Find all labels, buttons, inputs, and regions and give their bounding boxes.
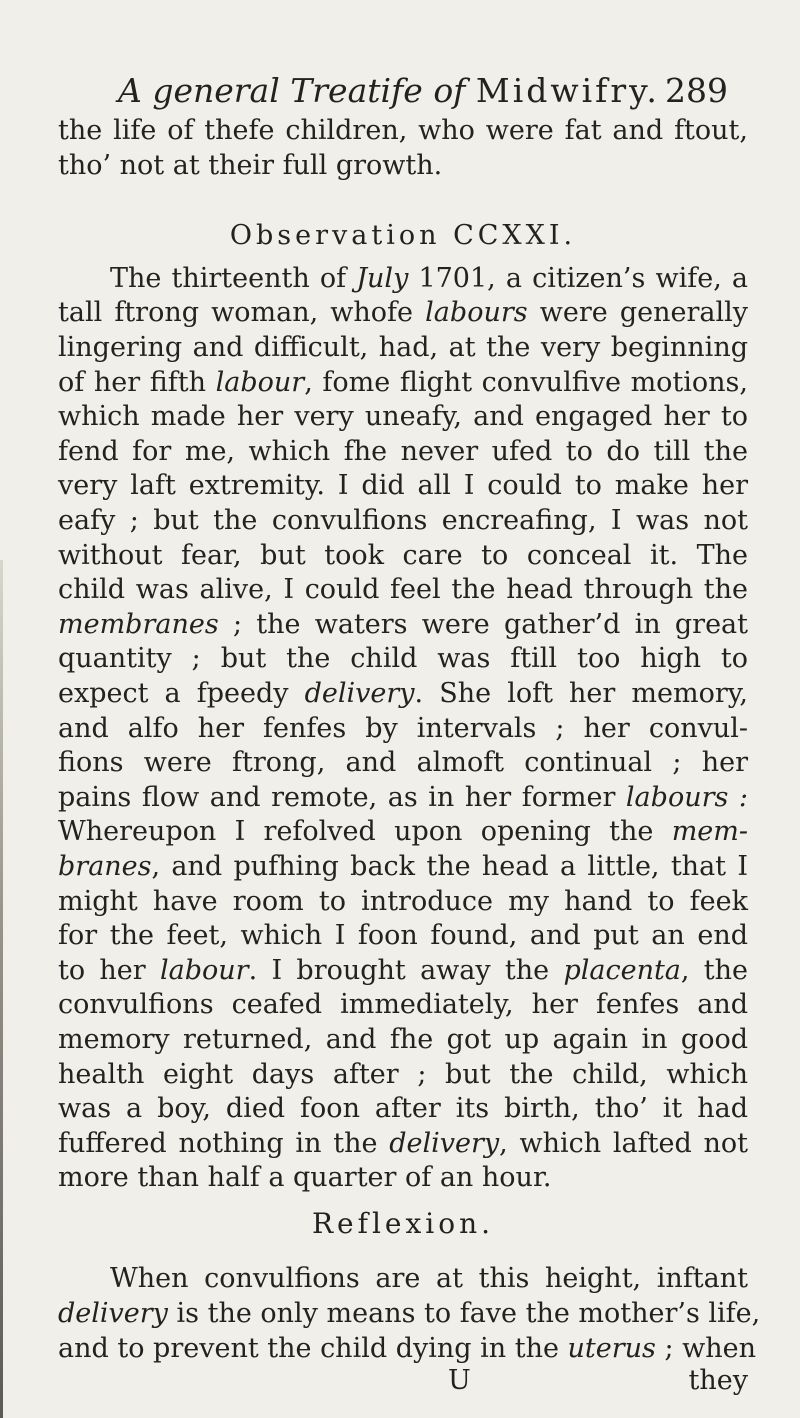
text-line: of her fifth labour, fome flight convulfive motions, xyxy=(58,367,748,398)
text-line: fuffered nothing in the delivery, which lafted not xyxy=(58,1128,748,1159)
text-line: fions were ftrong, and almoft continual ; her xyxy=(58,747,748,778)
text-line: which made her very uneafy, and engaged her to xyxy=(58,401,748,432)
text-line: lingering and difficult, had, at the very beginning xyxy=(58,332,748,363)
observation-heading: Observation CCXXI. xyxy=(229,220,577,251)
text-line: pains flow and remote, as in her former labours : xyxy=(58,782,748,813)
text-line: quantity ; but the child was ftill too high to xyxy=(58,643,748,674)
reflexion-heading: Reflexion. xyxy=(311,1207,495,1240)
text-line: was a boy, died foon after its birth, tho’ it had xyxy=(58,1093,748,1124)
text-line: When convulfions are at this height, inftant xyxy=(110,1263,748,1294)
header-subject: Midwifry. xyxy=(475,71,660,110)
page-footer xyxy=(58,1362,748,1400)
text-line: expect a fpeedy delivery. She loft her memory, xyxy=(58,678,748,709)
text-line: and to prevent the child dying in the uterus ; when xyxy=(58,1333,757,1364)
text-line: branes, and pufhing back the head a little, that I xyxy=(58,851,748,882)
header-of: of xyxy=(433,71,466,110)
page-edge-shadow xyxy=(0,560,3,1418)
header-title: A general Treatife xyxy=(118,71,423,110)
text-line: to her labour. I brought away the placenta, the xyxy=(58,955,749,986)
text-line: memory returned, and fhe got up again in good xyxy=(58,1024,748,1055)
text-line: health eight days after ; but the child, which xyxy=(58,1059,748,1090)
text-line: very laft extremity. I did all I could to make her xyxy=(58,470,748,501)
catchword: they xyxy=(688,1365,748,1396)
signature-mark: U xyxy=(448,1365,471,1396)
text-line: without fear, but took care to conceal it. The xyxy=(58,540,748,571)
text-line: the life of thefe children, who were fat and ftout, xyxy=(58,115,748,146)
text-line: might have room to introduce my hand to feek xyxy=(58,886,748,917)
text-line: The thirteenth of July 1701, a citizen’s wife, a xyxy=(110,263,748,294)
text-line: and alfo her fenfes by intervals ; her convul- xyxy=(58,713,748,744)
text-line: tall ftrong woman, whofe labours were generally xyxy=(58,297,748,328)
text-line: membranes ; the waters were gather’d in great xyxy=(58,609,748,640)
running-header xyxy=(118,66,728,116)
text-line: tho’ not at their full growth. xyxy=(58,150,443,181)
page-number: 289 xyxy=(665,71,728,110)
text-line: Whereupon I refolved upon opening the mem- xyxy=(58,816,748,847)
text-line: delivery is the only means to fave the mother’s life, xyxy=(58,1298,761,1329)
text-line: child was alive, I could feel the head through the xyxy=(58,574,748,605)
text-line: for the feet, which I foon found, and put an end xyxy=(58,920,748,951)
text-line: more than half a quarter of an hour. xyxy=(58,1162,552,1193)
text-line: fend for me, which fhe never ufed to do till the xyxy=(58,436,748,467)
text-line: convulfions ceafed immediately, her fenfes and xyxy=(58,989,748,1020)
text-line: eafy ; but the convulfions encreafing, I was not xyxy=(58,505,748,536)
